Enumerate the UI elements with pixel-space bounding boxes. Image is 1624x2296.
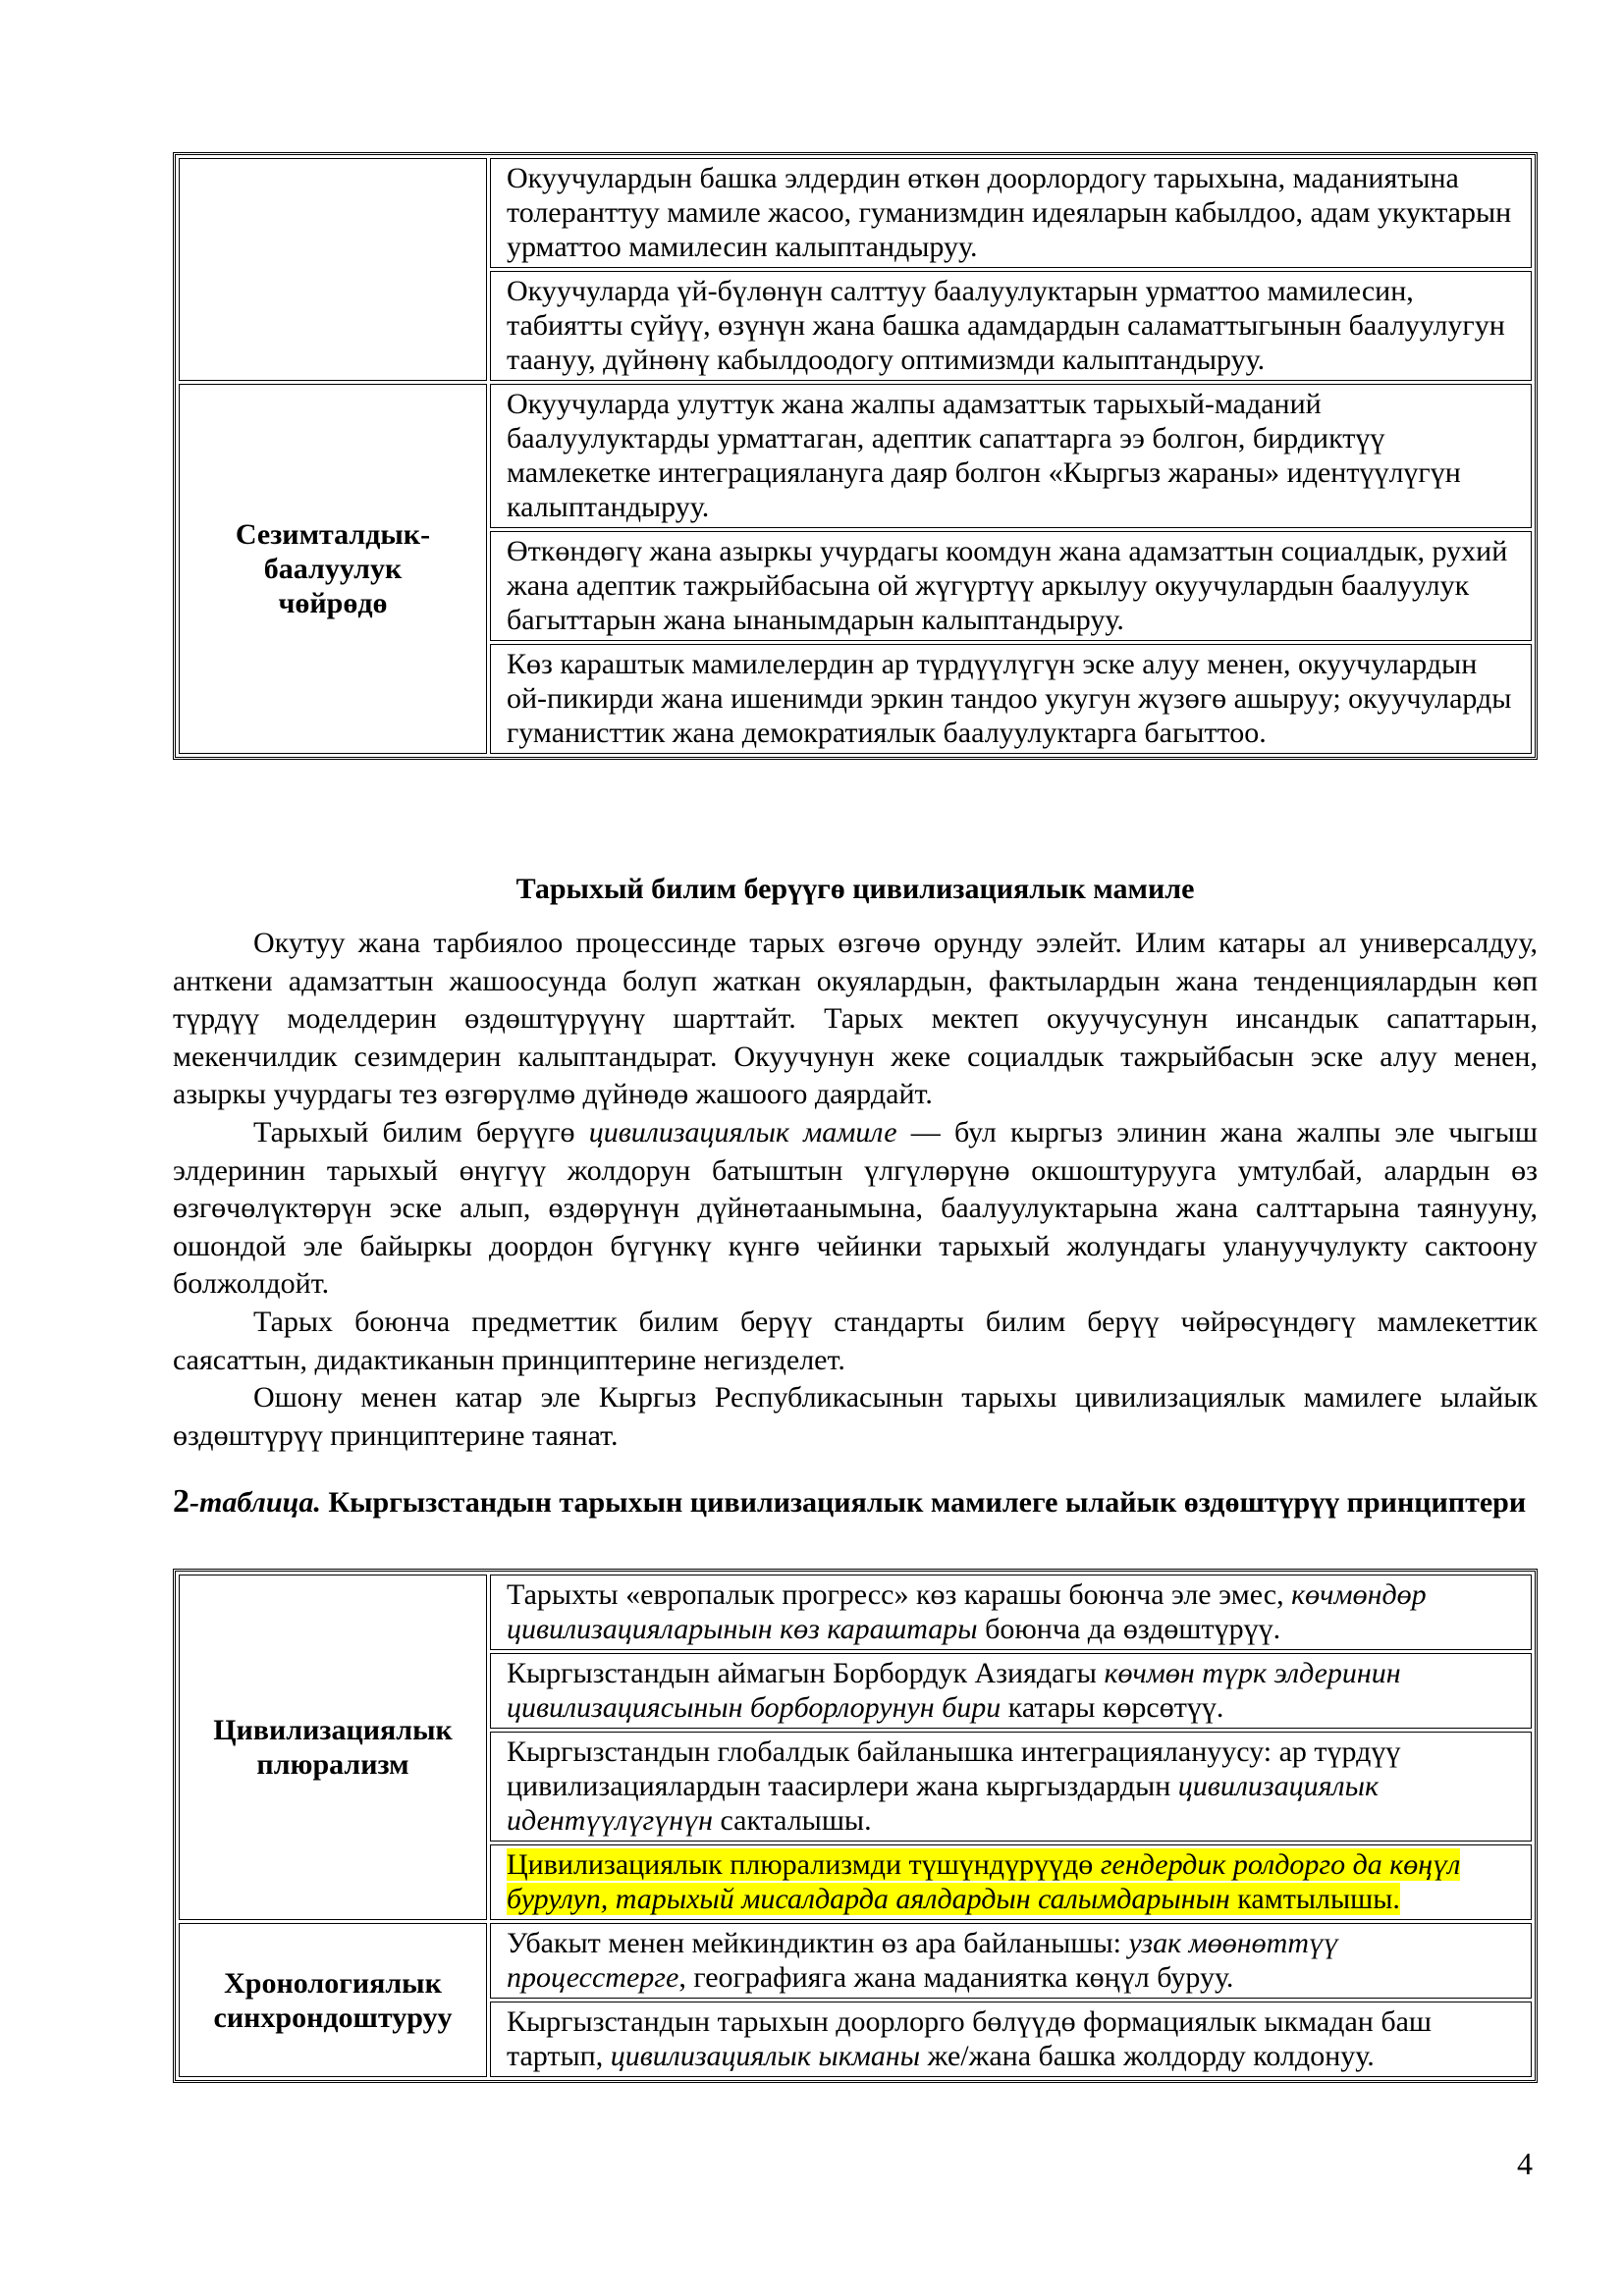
table-1-cell: Өткөндөгү жана азыркы учурдагы коомдун жана адамзаттын социалдык, рухий жана адептик тажрыйбасына ой жүгүртүү аркылуу окуучулардын баалуулук багыттарын жана ынанымдарын калыптандыруу. (490, 531, 1532, 641)
table-2-cell-highlighted (490, 1844, 1532, 1920)
paragraph: Ошону менен катар эле Кыргыз Республикасынын тарыхы цивилизациялык мамилеге ылайык өздөштүрүү принциптерине таянат. (173, 1381, 1538, 1452)
table-1-row-1-label (179, 158, 487, 381)
page-number: 4 (1517, 2146, 1533, 2181)
table-1 (173, 152, 1538, 760)
section-heading: Тарыхый билим берүүгө цивилизациялык мамиле (515, 873, 1195, 905)
group-label: Сезимталдык-баалуулук чөйрөдө (235, 518, 431, 619)
table-row (179, 384, 1532, 528)
table-row (179, 158, 1532, 268)
table-label: -таблица. (189, 1486, 321, 1519)
table-1-row-2-label (179, 384, 487, 754)
paragraph: Тарых боюнча предметтик билим берүү стандарты билим берүү чөйрөсүндөгү мамлекеттик саясаттын, дидактиканын принциптерине негизделет. (173, 1305, 1538, 1376)
highlighted-text: Цивилизациялык плюрализмди түшүндүрүүдө гендердик ролдорго да көңүл бурулуп, тарыхый мисалдарда аялдардын салымдарынын камтылышы. (507, 1848, 1461, 1915)
table-row (179, 1575, 1532, 1650)
paragraph: Окутуу жана тарбиялоо процессинде тарых өзгөчө орунду ээлейт. Илим катары ал универсалдуу, анткени адамзаттын жашоосунда болуп жаткан окуялардын, фактылардын жана тенденциялардын көп түрдүү моделдерин өздөштүрүүнү шарттайт. Тарых мектеп окуучусунун инсандык сапаттарын, мекенчилдик сезимдерин калыптандырат. Окуучунун жеке социалдык тажрыйбасын эске алуу менен, азыркы учурдагы тез өзгөрүлмө дүйнөдө жашоого даярдайт. (173, 927, 1538, 1111)
group-label-pluralism: Цивилизациялык плюрализм (179, 1575, 487, 1920)
table-1-cell: Окуучуларда улуттук жана жалпы адамзаттык тарыхый-маданий баалуулуктарды урматтаган, адептик сапаттарга ээ болгон, бирдиктүү мамлекетке интеграциялануга даяр болгон «Кыргыз жараны» идентүүлүгүн калыптандыруу. (490, 384, 1532, 528)
table-2-cell: Тарыхты «европалык прогресс» көз карашы боюнча эле эмес, көчмөндөр цивилизацияларынын көз караштары боюнча да өздөштүрүү. (490, 1575, 1532, 1650)
table-title: Кыргызстандын тарыхын цивилизациялык мамилеге ылайык өздөштүрүү принциптери (320, 1486, 1527, 1519)
table-number: 2 (173, 1483, 189, 1520)
table-2-cell: Кыргызстандын аймагын Борбордук Азиядагы көчмөн түрк элдеринин цивилизациясынын борборлорунун бири катары көрсөтүү. (490, 1653, 1532, 1729)
table-1-cell: Окуучулардын башка элдердин өткөн доорлордогу тарыхына, маданиятына толеранттуу мамиле жасоо, гуманизмдин идеяларын кабылдоо, адам укуктарын урматтоо мамилесин калыптандыруу. (490, 158, 1532, 268)
group-label-chronology: Хронологиялык синхрондоштуруу (179, 1923, 487, 2077)
italic-term: цивилизациялык мамиле (588, 1115, 897, 1148)
table-1-cell: Окуучуларда үй-бүлөнүн салттуу баалуулуктарын урматтоо мамилесин, табиятты сүйүү, өзүнүн жана башка адамдардын саламаттыгынын баалуулугун таануу, дүйнөнү кабылдоодогу оптимизмди калыптандыруу. (490, 271, 1532, 381)
table-2 (173, 1569, 1538, 2083)
table-1-cell: Көз караштык мамилелердин ар түрдүүлүгүн эске алуу менен, окуучулардын ой-пикирди жана ишенимди эркин тандоо укугун жүзөгө ашыруу; окуучуларды гуманисттик жана демократиялык баалуулуктарга багыттоо. (490, 644, 1532, 754)
paragraph: Тарыхый билим берүүгө цивилизациялык мамиле — бул кыргыз элинин жана жалпы эле чыгыш элдеринин тарыхый өнүгүү жолдорун батыштын үлгүлөрүнө окшоштурууга умтулбай, алардын өз өзгөчөлүктөрүн эске алып, өздөрүнүн дүйнөтаанымына, баалуулуктарына жана салттарына таянууну, ошондой эле байыркы доордон бүгүнкү күнгө чейинки тарыхый жолундагы улануучулукту сактоону болжолдойт. (173, 1115, 1538, 1301)
table-2-cell: Убакыт менен мейкиндиктин өз ара байланышы: узак мөөнөттүү процесстерге, географияга жана маданиятка көңүл буруу. (490, 1923, 1532, 1999)
table-2-cell: Кыргызстандын тарыхын доорлорго бөлүүдө формациялык ыкмадан баш тартып, цивилизациялык ыкманы же/жана башка жолдорду колдонуу. (490, 2002, 1532, 2077)
table-row (179, 1923, 1532, 1999)
table-2-cell: Кыргызстандын глобалдык байланышка интеграциялануусу: ар түрдүү цивилизациялардын таасирлери жана кыргыздардын цивилизациялык идентүүлүгүнүн сакталышы. (490, 1732, 1532, 1842)
body-text (173, 925, 1538, 1455)
table-2-caption (173, 1484, 1538, 1521)
